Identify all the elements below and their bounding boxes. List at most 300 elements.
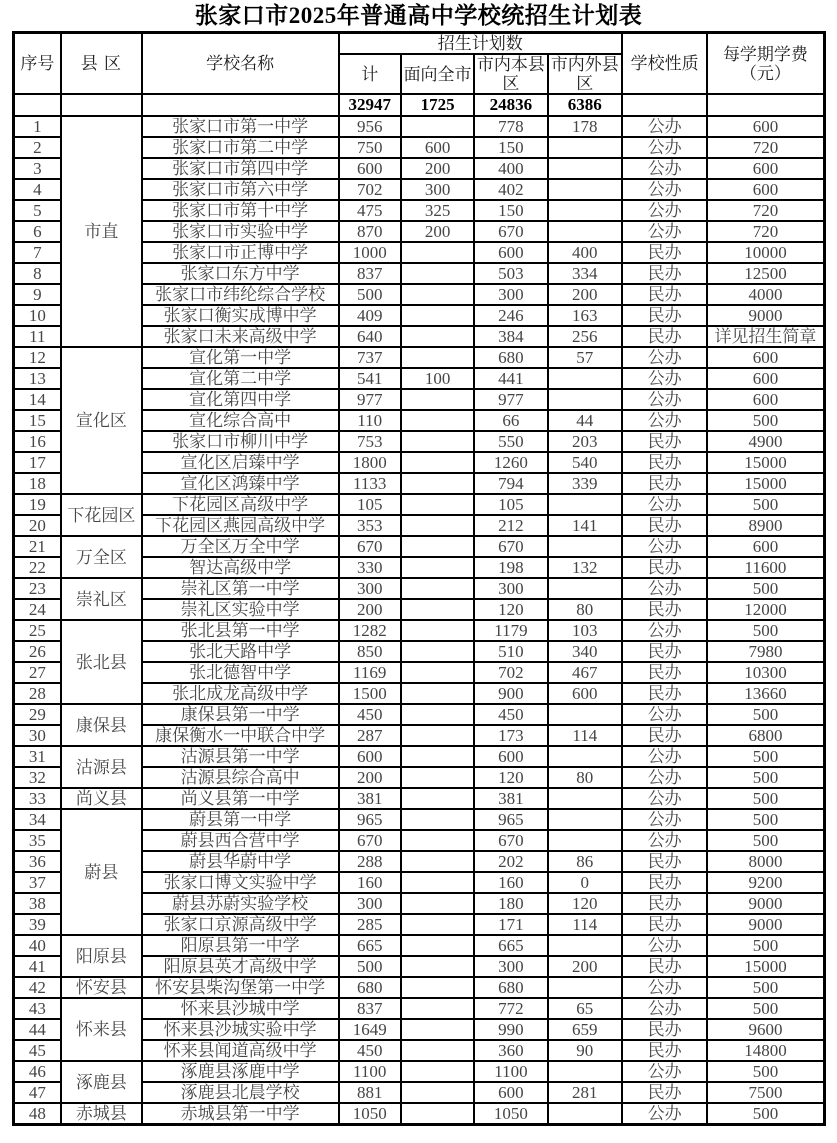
tuition-header-line1: 每学期学费 <box>722 44 808 64</box>
cell-tuition: 600 <box>707 179 824 200</box>
cell-other-county: 65 <box>548 998 622 1019</box>
cell-other-county: 659 <box>548 1019 622 1040</box>
cell-total: 330 <box>339 557 401 578</box>
cell-other-county: 44 <box>548 410 622 431</box>
cell-total: 680 <box>339 977 401 998</box>
cell-total: 977 <box>339 389 401 410</box>
cell-tuition: 500 <box>707 998 824 1019</box>
table-row <box>13 494 824 515</box>
cell-citywide <box>401 662 474 683</box>
col-header-other-county: 市内外县区 <box>548 54 622 94</box>
cell-citywide: 325 <box>401 200 474 221</box>
cell-school: 张家口市第四中学 <box>142 158 339 179</box>
cell-nature: 民办 <box>622 326 707 347</box>
cell-other-county: 114 <box>548 725 622 746</box>
cell-seq: 28 <box>13 683 61 704</box>
cell-total: 1649 <box>339 1019 401 1040</box>
cell-own-county: 772 <box>474 998 547 1019</box>
cell-school: 怀来县沙城实验中学 <box>142 1019 339 1040</box>
cell-total: 1000 <box>339 242 401 263</box>
cell-nature: 民办 <box>622 851 707 872</box>
cell-tuition: 720 <box>707 221 824 242</box>
cell-own-county: 300 <box>474 284 547 305</box>
cell-total: 500 <box>339 284 401 305</box>
cell-school: 张家口衡实成博中学 <box>142 305 339 326</box>
cell-tuition: 500 <box>707 578 824 599</box>
cell-total: 837 <box>339 263 401 284</box>
cell-own-county: 670 <box>474 830 547 851</box>
cell-tuition: 600 <box>707 347 824 368</box>
cell-other-county <box>548 704 622 725</box>
cell-own-county: 120 <box>474 599 547 620</box>
cell-nature: 民办 <box>622 473 707 494</box>
cell-other-county: 114 <box>548 914 622 935</box>
cell-nature: 公办 <box>622 830 707 851</box>
cell-school: 蔚县苏蔚实验学校 <box>142 893 339 914</box>
cell-tuition: 600 <box>707 158 824 179</box>
cell-nature: 民办 <box>622 452 707 473</box>
cell-citywide <box>401 326 474 347</box>
col-header-tuition <box>707 33 824 95</box>
cell-tuition: 12500 <box>707 263 824 284</box>
cell-citywide <box>401 347 474 368</box>
cell-citywide <box>401 1061 474 1082</box>
cell-citywide <box>401 452 474 473</box>
cell-school: 蔚县华蔚中学 <box>142 851 339 872</box>
cell-seq: 42 <box>13 977 61 998</box>
cell-tuition: 500 <box>707 620 824 641</box>
cell-nature: 公办 <box>622 704 707 725</box>
cell-school: 怀来县闻道高级中学 <box>142 1040 339 1061</box>
cell-own-county: 402 <box>474 179 547 200</box>
cell-seq: 2 <box>13 137 61 158</box>
cell-other-county <box>548 977 622 998</box>
cell-nature: 公办 <box>622 746 707 767</box>
cell-tuition: 600 <box>707 368 824 389</box>
cell-other-county <box>548 221 622 242</box>
cell-other-county <box>548 1061 622 1082</box>
cell-seq: 38 <box>13 893 61 914</box>
cell-school: 下花园区高级中学 <box>142 494 339 515</box>
cell-seq: 14 <box>13 389 61 410</box>
cell-tuition: 15000 <box>707 956 824 977</box>
cell-own-county: 450 <box>474 704 547 725</box>
summary-total: 32947 <box>339 94 401 116</box>
cell-tuition: 720 <box>707 200 824 221</box>
cell-other-county <box>548 389 622 410</box>
cell-school: 下花园区燕园高级中学 <box>142 515 339 536</box>
cell-school: 张家口博文实验中学 <box>142 872 339 893</box>
cell-own-county: 680 <box>474 977 547 998</box>
cell-school: 宣化第二中学 <box>142 368 339 389</box>
cell-seq: 36 <box>13 851 61 872</box>
cell-total: 670 <box>339 830 401 851</box>
cell-school: 万全区万全中学 <box>142 536 339 557</box>
summary-county-blank <box>61 94 141 116</box>
cell-tuition: 15000 <box>707 452 824 473</box>
cell-total: 105 <box>339 494 401 515</box>
cell-seq: 10 <box>13 305 61 326</box>
table-row <box>13 1103 824 1125</box>
cell-other-county <box>548 494 622 515</box>
cell-seq: 26 <box>13 641 61 662</box>
cell-total: 110 <box>339 410 401 431</box>
cell-total: 353 <box>339 515 401 536</box>
cell-school: 蔚县第一中学 <box>142 809 339 830</box>
cell-other-county: 600 <box>548 683 622 704</box>
cell-county: 崇礼区 <box>61 578 141 620</box>
cell-citywide <box>401 599 474 620</box>
summary-own-county: 24836 <box>474 94 547 116</box>
cell-seq: 11 <box>13 326 61 347</box>
cell-total: 600 <box>339 158 401 179</box>
cell-tuition: 13660 <box>707 683 824 704</box>
cell-county: 张北县 <box>61 620 141 704</box>
cell-seq: 46 <box>13 1061 61 1082</box>
cell-seq: 31 <box>13 746 61 767</box>
cell-citywide <box>401 641 474 662</box>
cell-own-county: 150 <box>474 200 547 221</box>
cell-school: 康保衡水一中联合中学 <box>142 725 339 746</box>
cell-other-county: 340 <box>548 641 622 662</box>
cell-school: 宣化第一中学 <box>142 347 339 368</box>
cell-seq: 15 <box>13 410 61 431</box>
table-row <box>13 704 824 725</box>
cell-other-county <box>548 1103 622 1125</box>
cell-tuition: 500 <box>707 767 824 788</box>
table-body <box>13 94 824 1125</box>
cell-citywide <box>401 872 474 893</box>
cell-seq: 6 <box>13 221 61 242</box>
col-header-plan-group: 招生计划数 <box>339 33 622 55</box>
cell-citywide <box>401 956 474 977</box>
cell-total: 300 <box>339 893 401 914</box>
cell-school: 张家口市纬纶综合学校 <box>142 284 339 305</box>
cell-nature: 公办 <box>622 977 707 998</box>
cell-tuition: 7500 <box>707 1082 824 1103</box>
cell-citywide <box>401 116 474 137</box>
cell-nature: 公办 <box>622 536 707 557</box>
cell-citywide <box>401 515 474 536</box>
table-row <box>13 578 824 599</box>
col-header-nature: 学校性质 <box>622 33 707 95</box>
cell-county: 宣化区 <box>61 347 141 494</box>
cell-seq: 39 <box>13 914 61 935</box>
cell-seq: 5 <box>13 200 61 221</box>
page-title: 张家口市2025年普通高中学校统招生计划表 <box>194 3 643 28</box>
cell-tuition: 详见招生简章 <box>707 326 824 347</box>
cell-total: 750 <box>339 137 401 158</box>
cell-total: 287 <box>339 725 401 746</box>
cell-total: 665 <box>339 935 401 956</box>
cell-school: 张北德智中学 <box>142 662 339 683</box>
cell-school: 张家口市第一中学 <box>142 116 339 137</box>
cell-school: 宣化第四中学 <box>142 389 339 410</box>
cell-own-county: 550 <box>474 431 547 452</box>
cell-tuition: 9000 <box>707 914 824 935</box>
cell-seq: 41 <box>13 956 61 977</box>
cell-tuition: 7980 <box>707 641 824 662</box>
cell-citywide <box>401 1082 474 1103</box>
cell-nature: 民办 <box>622 305 707 326</box>
cell-seq: 44 <box>13 1019 61 1040</box>
cell-other-county <box>548 809 622 830</box>
cell-seq: 34 <box>13 809 61 830</box>
summary-nature-blank <box>622 94 707 116</box>
cell-own-county: 180 <box>474 893 547 914</box>
cell-citywide <box>401 389 474 410</box>
cell-citywide <box>401 830 474 851</box>
cell-nature: 民办 <box>622 1082 707 1103</box>
cell-total: 702 <box>339 179 401 200</box>
cell-citywide <box>401 242 474 263</box>
table-header <box>13 33 824 95</box>
cell-own-county: 1100 <box>474 1061 547 1082</box>
cell-citywide: 200 <box>401 158 474 179</box>
cell-tuition: 11600 <box>707 557 824 578</box>
cell-other-county: 334 <box>548 263 622 284</box>
cell-county: 怀安县 <box>61 977 141 998</box>
cell-school: 张北县第一中学 <box>142 620 339 641</box>
cell-school: 怀来县沙城中学 <box>142 998 339 1019</box>
cell-school: 蔚县西合营中学 <box>142 830 339 851</box>
cell-citywide: 200 <box>401 221 474 242</box>
cell-tuition: 8000 <box>707 851 824 872</box>
cell-own-county: 198 <box>474 557 547 578</box>
cell-total: 285 <box>339 914 401 935</box>
cell-other-county: 203 <box>548 431 622 452</box>
cell-county: 康保县 <box>61 704 141 746</box>
cell-citywide <box>401 704 474 725</box>
table-row <box>13 977 824 998</box>
cell-seq: 13 <box>13 368 61 389</box>
cell-county: 下花园区 <box>61 494 141 536</box>
table-row <box>13 116 824 137</box>
cell-school: 张家口市第二中学 <box>142 137 339 158</box>
cell-other-county: 256 <box>548 326 622 347</box>
cell-other-county <box>548 536 622 557</box>
cell-own-county: 600 <box>474 242 547 263</box>
cell-school: 崇礼区实验中学 <box>142 599 339 620</box>
cell-school: 宣化综合高中 <box>142 410 339 431</box>
cell-total: 1500 <box>339 683 401 704</box>
cell-citywide <box>401 431 474 452</box>
cell-tuition: 4900 <box>707 431 824 452</box>
cell-other-county <box>548 788 622 809</box>
cell-own-county: 66 <box>474 410 547 431</box>
cell-citywide <box>401 305 474 326</box>
col-header-own-county: 市内本县区 <box>474 54 547 94</box>
col-header-total: 计 <box>339 54 401 94</box>
cell-citywide <box>401 1103 474 1125</box>
cell-school: 张家口未来高级中学 <box>142 326 339 347</box>
cell-nature: 公办 <box>622 1103 707 1125</box>
cell-nature: 公办 <box>622 368 707 389</box>
cell-own-county: 600 <box>474 746 547 767</box>
cell-total: 450 <box>339 704 401 725</box>
cell-total: 288 <box>339 851 401 872</box>
cell-citywide <box>401 494 474 515</box>
cell-seq: 12 <box>13 347 61 368</box>
cell-school: 张家口市正博中学 <box>142 242 339 263</box>
cell-tuition: 10000 <box>707 242 824 263</box>
cell-total: 670 <box>339 536 401 557</box>
cell-nature: 民办 <box>622 515 707 536</box>
cell-citywide <box>401 1040 474 1061</box>
cell-school: 智达高级中学 <box>142 557 339 578</box>
cell-citywide <box>401 263 474 284</box>
cell-nature: 民办 <box>622 914 707 935</box>
cell-nature: 民办 <box>622 662 707 683</box>
cell-tuition: 500 <box>707 746 824 767</box>
cell-citywide: 100 <box>401 368 474 389</box>
cell-citywide: 600 <box>401 137 474 158</box>
cell-seq: 27 <box>13 662 61 683</box>
cell-tuition: 500 <box>707 788 824 809</box>
cell-nature: 民办 <box>622 725 707 746</box>
cell-nature: 民办 <box>622 1040 707 1061</box>
header-row-top <box>13 33 824 55</box>
cell-school: 张家口东方中学 <box>142 263 339 284</box>
table-row <box>13 998 824 1019</box>
cell-school: 赤城县第一中学 <box>142 1103 339 1125</box>
cell-tuition: 500 <box>707 977 824 998</box>
cell-total: 870 <box>339 221 401 242</box>
cell-tuition: 500 <box>707 830 824 851</box>
cell-other-county: 178 <box>548 116 622 137</box>
cell-nature: 民办 <box>622 956 707 977</box>
summary-citywide: 1725 <box>401 94 474 116</box>
cell-own-county: 680 <box>474 347 547 368</box>
cell-seq: 33 <box>13 788 61 809</box>
cell-tuition: 600 <box>707 536 824 557</box>
cell-school: 张家口市第六中学 <box>142 179 339 200</box>
cell-seq: 8 <box>13 263 61 284</box>
cell-total: 1100 <box>339 1061 401 1082</box>
cell-own-county: 1260 <box>474 452 547 473</box>
cell-other-county: 90 <box>548 1040 622 1061</box>
cell-nature: 民办 <box>622 431 707 452</box>
cell-total: 300 <box>339 578 401 599</box>
cell-own-county: 600 <box>474 1082 547 1103</box>
cell-other-county <box>548 179 622 200</box>
cell-citywide <box>401 851 474 872</box>
cell-seq: 19 <box>13 494 61 515</box>
cell-school: 尚义县第一中学 <box>142 788 339 809</box>
cell-tuition: 9000 <box>707 305 824 326</box>
cell-own-county: 778 <box>474 116 547 137</box>
cell-nature: 民办 <box>622 263 707 284</box>
cell-tuition: 15000 <box>707 473 824 494</box>
cell-nature: 公办 <box>622 935 707 956</box>
cell-nature: 公办 <box>622 494 707 515</box>
enrollment-plan-table <box>12 31 826 1126</box>
cell-total: 1169 <box>339 662 401 683</box>
cell-nature: 民办 <box>622 242 707 263</box>
cell-seq: 32 <box>13 767 61 788</box>
cell-tuition: 4000 <box>707 284 824 305</box>
cell-total: 1133 <box>339 473 401 494</box>
cell-county: 赤城县 <box>61 1103 141 1125</box>
cell-seq: 20 <box>13 515 61 536</box>
cell-citywide <box>401 893 474 914</box>
cell-seq: 3 <box>13 158 61 179</box>
summary-tuition-blank <box>707 94 824 116</box>
cell-own-county: 120 <box>474 767 547 788</box>
cell-tuition: 9600 <box>707 1019 824 1040</box>
cell-other-county <box>548 137 622 158</box>
cell-tuition: 500 <box>707 704 824 725</box>
cell-citywide <box>401 746 474 767</box>
cell-nature: 民办 <box>622 872 707 893</box>
cell-school: 张家口市柳川中学 <box>142 431 339 452</box>
cell-school: 张家口市实验中学 <box>142 221 339 242</box>
cell-total: 200 <box>339 599 401 620</box>
cell-seq: 18 <box>13 473 61 494</box>
cell-nature: 公办 <box>622 620 707 641</box>
cell-tuition: 500 <box>707 1061 824 1082</box>
cell-nature: 民办 <box>622 683 707 704</box>
cell-nature: 公办 <box>622 809 707 830</box>
cell-citywide <box>401 284 474 305</box>
cell-nature: 公办 <box>622 179 707 200</box>
col-header-seq: 序号 <box>13 33 61 95</box>
cell-other-county: 200 <box>548 956 622 977</box>
cell-school: 张家口京源高级中学 <box>142 914 339 935</box>
cell-total: 381 <box>339 788 401 809</box>
cell-own-county: 400 <box>474 158 547 179</box>
cell-own-county: 381 <box>474 788 547 809</box>
cell-own-county: 160 <box>474 872 547 893</box>
cell-nature: 公办 <box>622 221 707 242</box>
table-row <box>13 746 824 767</box>
cell-nature: 民办 <box>622 557 707 578</box>
cell-own-county: 300 <box>474 578 547 599</box>
summary-school-blank <box>142 94 339 116</box>
cell-citywide <box>401 473 474 494</box>
cell-own-county: 173 <box>474 725 547 746</box>
cell-total: 1282 <box>339 620 401 641</box>
cell-seq: 23 <box>13 578 61 599</box>
cell-tuition: 720 <box>707 137 824 158</box>
cell-seq: 7 <box>13 242 61 263</box>
cell-citywide <box>401 977 474 998</box>
col-header-citywide: 面向全市 <box>401 54 474 94</box>
cell-total: 850 <box>339 641 401 662</box>
cell-other-county: 80 <box>548 767 622 788</box>
cell-seq: 43 <box>13 998 61 1019</box>
cell-nature: 公办 <box>622 767 707 788</box>
cell-tuition: 12000 <box>707 599 824 620</box>
cell-county: 沽源县 <box>61 746 141 788</box>
cell-citywide <box>401 410 474 431</box>
cell-tuition: 9000 <box>707 893 824 914</box>
summary-other-county: 6386 <box>548 94 622 116</box>
cell-seq: 35 <box>13 830 61 851</box>
cell-citywide <box>401 998 474 1019</box>
cell-own-county: 990 <box>474 1019 547 1040</box>
cell-nature: 公办 <box>622 998 707 1019</box>
cell-citywide <box>401 935 474 956</box>
cell-citywide <box>401 1019 474 1040</box>
cell-other-county: 103 <box>548 620 622 641</box>
cell-tuition: 500 <box>707 809 824 830</box>
cell-citywide <box>401 620 474 641</box>
cell-other-county: 281 <box>548 1082 622 1103</box>
cell-total: 640 <box>339 326 401 347</box>
cell-seq: 48 <box>13 1103 61 1125</box>
cell-own-county: 702 <box>474 662 547 683</box>
